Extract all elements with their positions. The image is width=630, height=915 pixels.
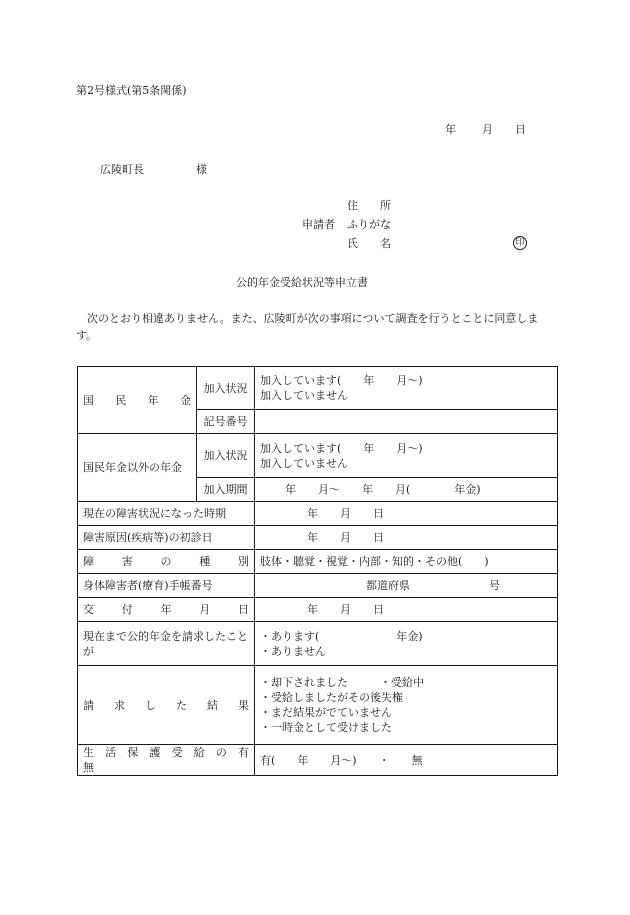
form-number: 第2号様式(第5条関係) <box>76 84 187 97</box>
handbook-label: 身体障害者(療育)手帳番号 <box>78 574 255 598</box>
claimed-opt1[interactable]: ・あります( 年金) <box>260 629 423 643</box>
seal-mark: 印 <box>513 236 527 250</box>
first-exam-label: 障害原因(疾病等)の初診日 <box>78 526 255 550</box>
furigana-label: ふりがな <box>347 218 391 231</box>
other-status-label: 加入状況 <box>197 434 255 478</box>
handbook-prefecture: 都道府県 <box>366 579 410 592</box>
intro-statement: 次のとおり相違ありません。また、広陵町が次の事項について調査を行うとことに同意します。 <box>76 312 539 342</box>
result-opt4[interactable]: ・一時金として受けました <box>260 721 392 734</box>
declaration-table <box>77 366 558 776</box>
disability-type-label: 障 害 の 種 別 <box>78 550 255 574</box>
national-pension-label: 国 民 年 金 <box>78 367 197 434</box>
claimed-label: 現在まで公的年金を請求したことが <box>78 622 255 666</box>
other-period-field[interactable]: 年 月～ 年 月( 年金) <box>255 478 558 502</box>
onset-label: 現在の障害状況になった時期 <box>78 502 255 526</box>
welfare-field[interactable]: 有( 年 月～) ・ 無 <box>255 745 558 776</box>
other-pension-label: 国民年金以外の年金 <box>78 434 197 502</box>
other-period-label: 加入期間 <box>197 478 255 502</box>
name-label: 氏 名 <box>347 237 391 250</box>
date-month-label: 月 <box>482 123 493 136</box>
issue-date-label: 交 付 年 月 日 <box>78 598 255 622</box>
result-opt3[interactable]: ・まだ結果がでていません <box>260 706 392 719</box>
date-year-label: 年 <box>445 123 456 136</box>
result-opt2[interactable]: ・受給しましたがその後失権 <box>260 691 403 704</box>
address-label: 住 所 <box>347 199 391 212</box>
other-status-opt1[interactable]: 加入しています( 年 月～) <box>260 441 423 455</box>
applicant-label: 申請者 <box>302 218 335 231</box>
national-status-opt2[interactable]: 加入していません <box>260 389 348 402</box>
other-status-field[interactable] <box>255 434 558 478</box>
result-opt1b[interactable]: ・受給中 <box>380 676 424 689</box>
addressee: 広陵町長 <box>100 163 144 176</box>
national-status-opt1[interactable]: 加入しています( 年 月～) <box>260 374 423 387</box>
first-exam-field[interactable]: 年 月 日 <box>255 526 558 550</box>
claimed-opt2[interactable]: ・ありません <box>260 644 326 658</box>
result-label: 請 求 し た 結 果 <box>78 666 255 745</box>
issue-date-field[interactable]: 年 月 日 <box>255 598 558 622</box>
handbook-field[interactable] <box>255 574 558 598</box>
date-day-label: 日 <box>515 123 526 136</box>
welfare-label: 生 活 保 護 受 給 の 有 無 <box>78 745 255 776</box>
national-status-label: 加入状況 <box>197 367 255 410</box>
national-number-label: 記号番号 <box>197 410 255 434</box>
claimed-field[interactable] <box>255 622 558 666</box>
honorific: 様 <box>196 163 207 176</box>
onset-field[interactable]: 年 月 日 <box>255 502 558 526</box>
other-status-opt2[interactable]: 加入していません <box>260 456 348 470</box>
national-status-field[interactable] <box>255 367 558 410</box>
national-number-field[interactable] <box>255 410 558 434</box>
disability-type-field[interactable]: 肢体・聴覚・視覚・内部・知的・その他( ) <box>255 550 558 574</box>
document-title: 公的年金受給状況等申立書 <box>236 276 368 289</box>
result-field[interactable] <box>255 666 558 745</box>
handbook-suffix: 号 <box>489 579 500 592</box>
result-opt1[interactable]: ・却下されました <box>260 676 348 689</box>
